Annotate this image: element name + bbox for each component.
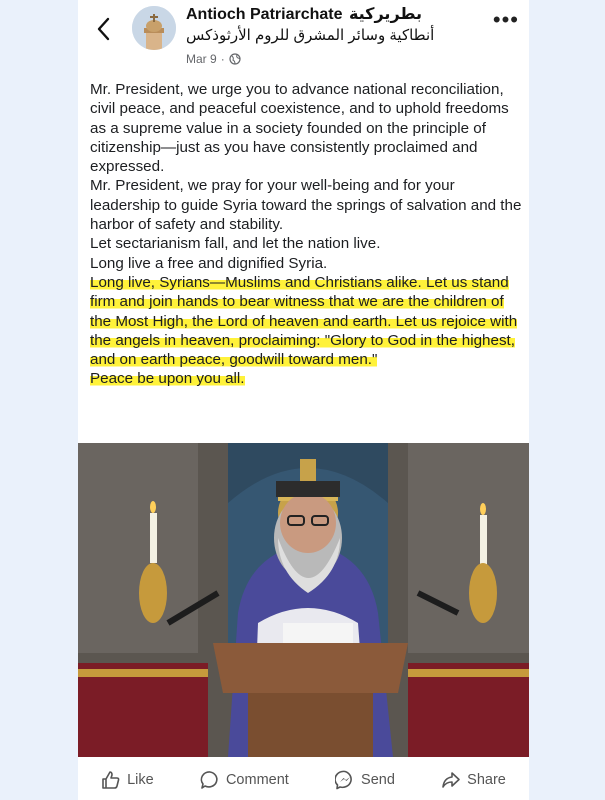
post-text [90,80,522,389]
thumbs-up-icon [101,770,121,790]
globe-icon [229,53,241,65]
back-button[interactable] [92,14,114,44]
post-card [78,0,529,800]
page-name[interactable]: Antioch Patriarchate بطريركية [186,6,422,23]
share-icon [441,770,461,790]
share-button[interactable]: Share [441,770,506,790]
patriarch-photo [78,443,529,757]
post-paragraph: Let sectarianism fall, and let the nation live. [90,235,381,253]
highlighted-paragraph: Long live, Syrians—Muslims and Christians alike. Let us stand firm and join hands to bear witness that we are the children of the Most High, the Lord of heaven and earth. Let us rejoice with the angels in heaven, proclaiming: "Glory to God in the highest, and on earth peace, goodwill toward men." [90,273,518,369]
post-photo[interactable] [78,443,529,757]
post-paragraph: Mr. President, we urge you to advance national reconciliation, civil peace, and peaceful coexistence, and to uphold freedoms as a supreme value in a society founded on the principle of citizenship—just as you have consistently proclaimed and expressed. [90,81,509,176]
page-subtitle: أنطاكية وسائر المشرق للروم الأرثوذكس [186,27,435,44]
highlighted-paragraph: Peace be upon you all. [90,370,245,388]
post-paragraph: Mr. President, we pray for your well-being and for your leadership to guide Syria toward the springs of salvation and the harbor of safety and stability. [90,177,522,234]
post-meta: Mar 9 · [186,52,241,66]
post-actions [78,760,529,800]
post-date[interactable]: Mar 9 [186,52,217,66]
more-options-button[interactable]: ••• [492,7,519,32]
post-paragraph: Long live a free and dignified Syria. [90,254,328,272]
chevron-left-icon [96,17,110,41]
comment-icon [200,770,220,790]
post-header [78,0,529,76]
avatar[interactable] [132,6,176,50]
send-button[interactable]: Send [335,770,395,790]
like-button[interactable]: Like [101,770,154,790]
comment-button[interactable]: Comment [200,770,289,790]
messenger-icon [335,770,355,790]
